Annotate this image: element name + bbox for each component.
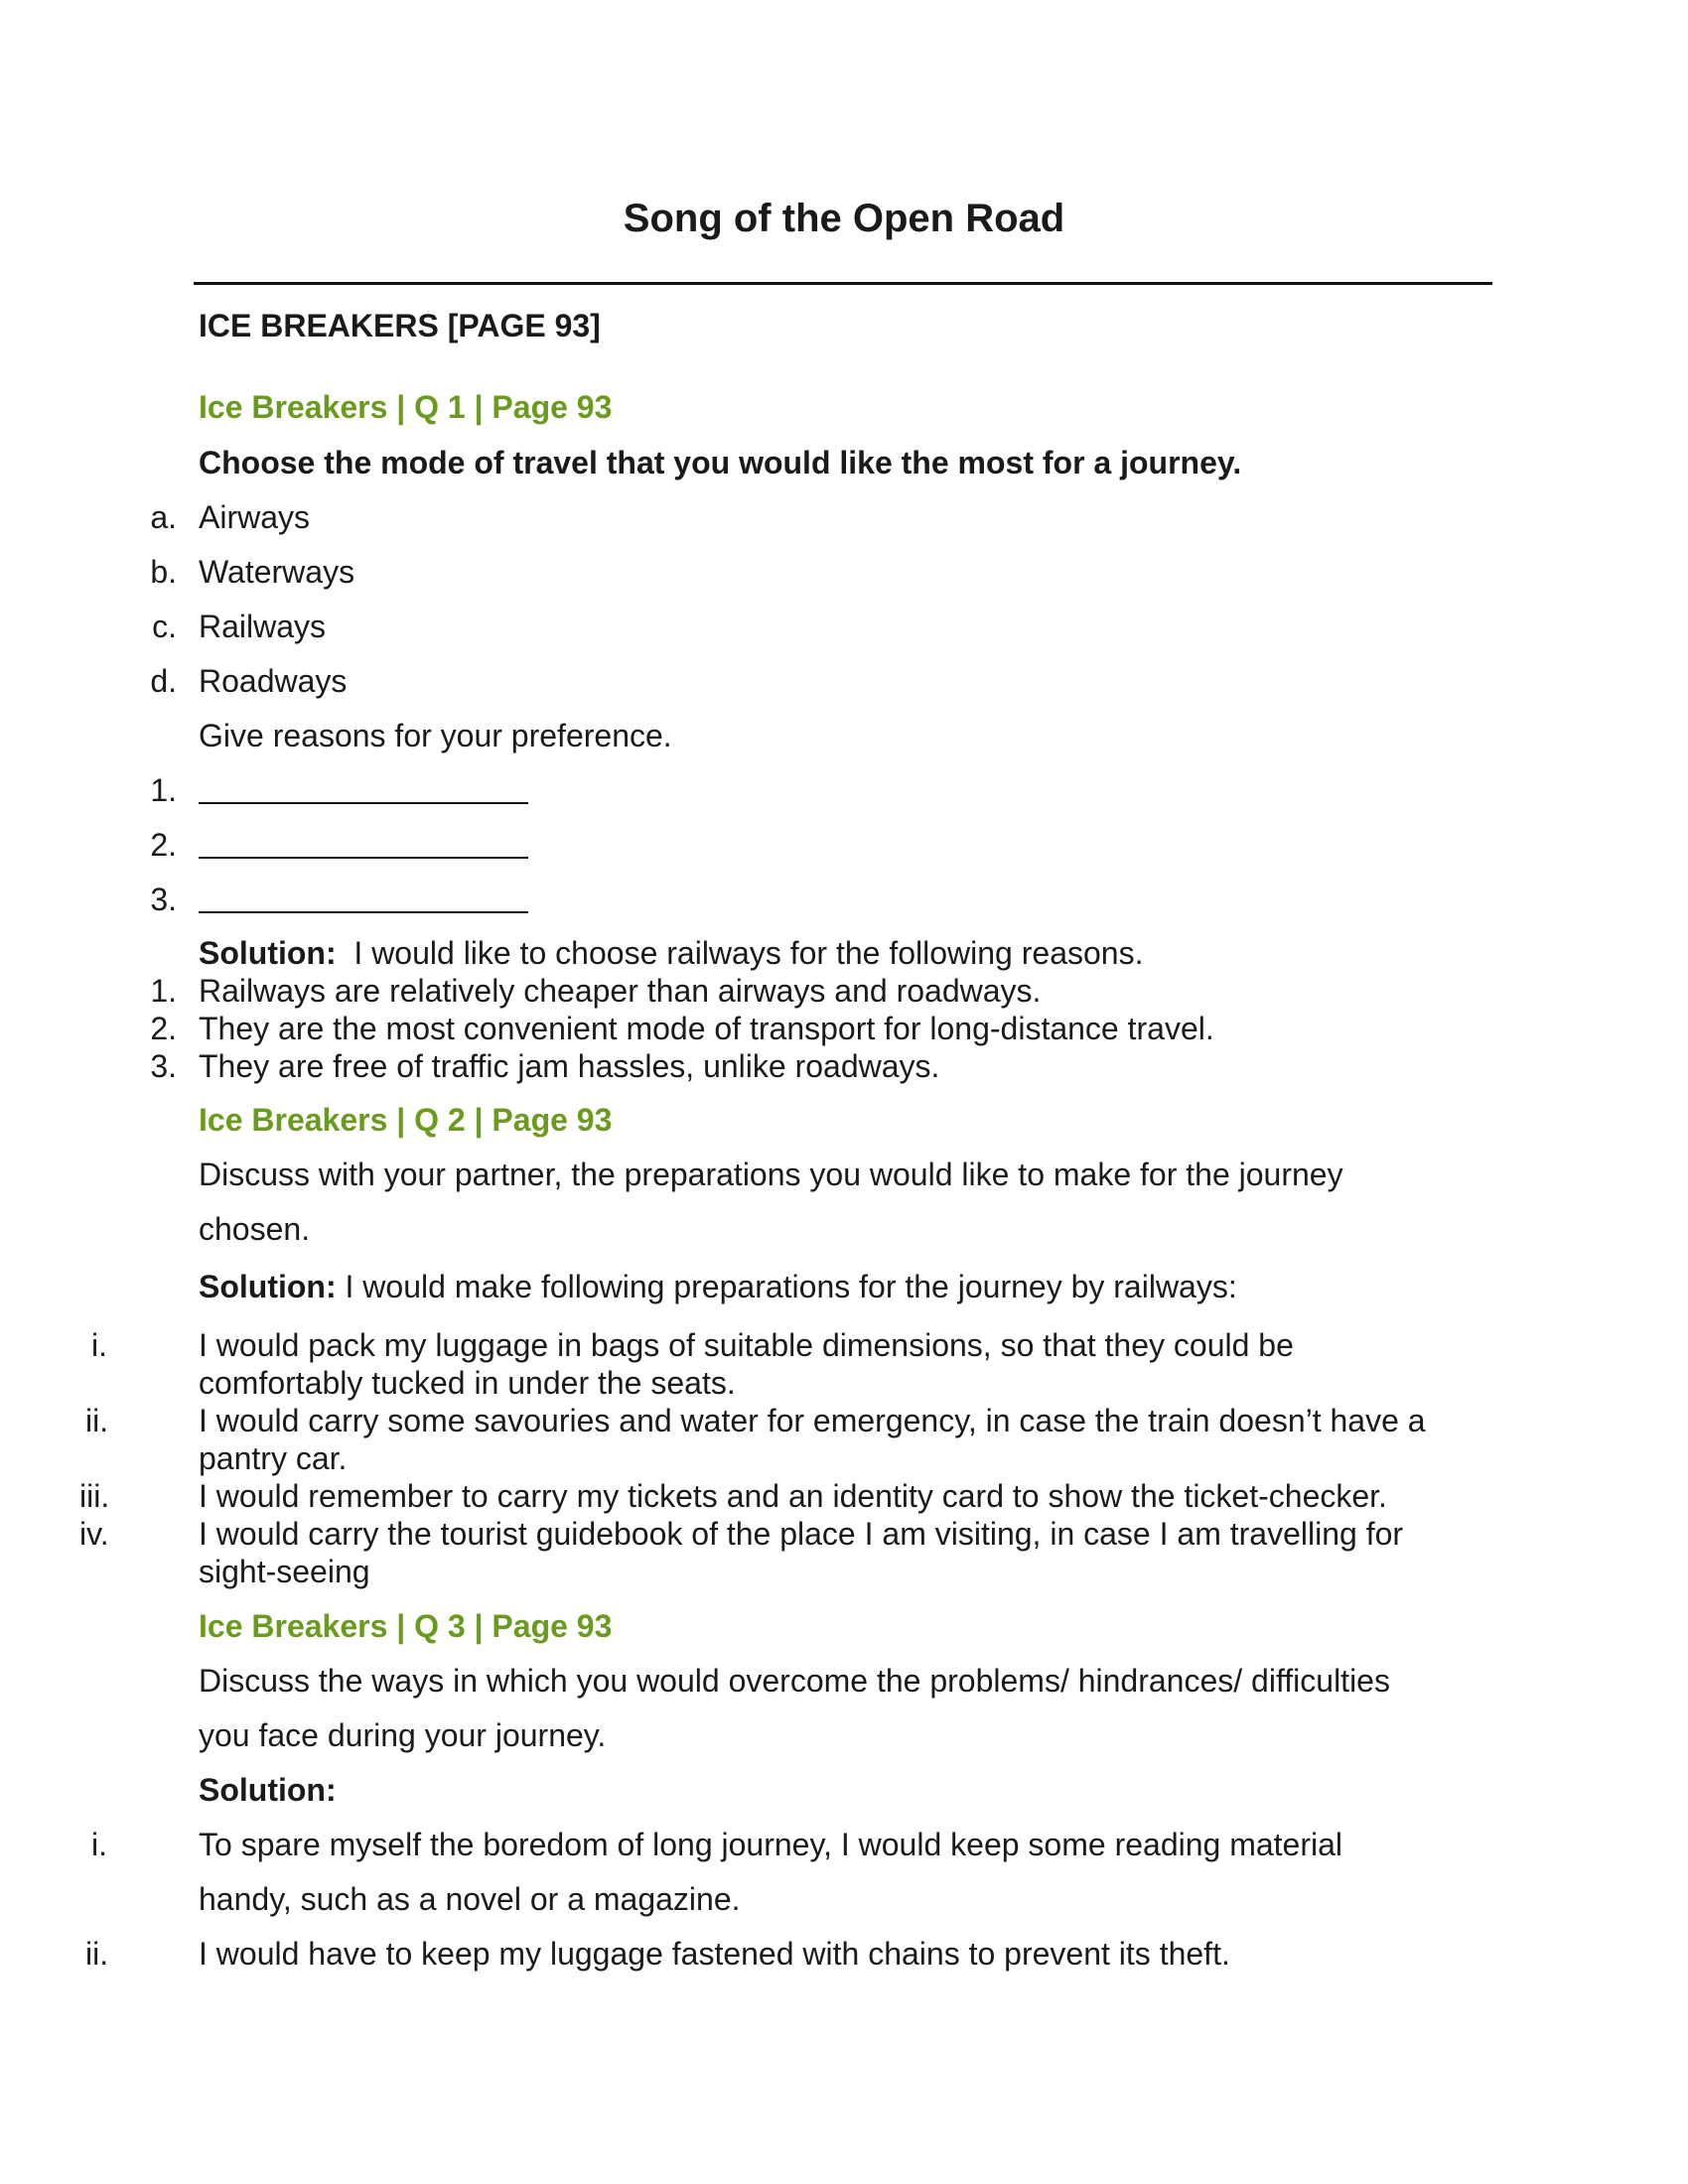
roman-marker: ii.: [85, 1936, 109, 1972]
blank-marker: 3.: [150, 882, 177, 917]
answer-blank: [199, 882, 528, 918]
q1-heading: Ice Breakers | Q 1 | Page 93: [199, 389, 613, 425]
prep-item-line: I would pack my luggage in bags of suitable dimensions, so that they could be: [199, 1327, 1294, 1363]
prep-item-line: I would carry the tourist guidebook of the place I am visiting, in case I am travelling for: [199, 1516, 1404, 1552]
q3-heading: Ice Breakers | Q 3 | Page 93: [199, 1608, 613, 1644]
prep-item-line: pantry car.: [199, 1440, 348, 1476]
option-roadways: Roadways: [199, 663, 348, 699]
page-title: Song of the Open Road: [623, 197, 1065, 240]
reason-item: They are free of traffic jam hassles, unlike roadways.: [199, 1048, 940, 1084]
solution-label: Solution:: [199, 1772, 337, 1808]
way-item-line: handy, such as a novel or a magazine.: [199, 1881, 741, 1917]
reason-item: They are the most convenient mode of transport for long-distance travel.: [199, 1011, 1214, 1046]
q2-question-line1: Discuss with your partner, the preparations you would like to make for the journey: [199, 1157, 1343, 1192]
solution-label: Solution:: [199, 1269, 337, 1304]
section-heading: ICE BREAKERS [PAGE 93]: [199, 308, 601, 343]
option-airways: Airways: [199, 499, 311, 535]
reason-marker: 1.: [150, 973, 177, 1009]
q2-solution: [199, 1269, 1237, 1305]
roman-marker: ii.: [85, 1403, 109, 1438]
answer-blank: [199, 827, 528, 864]
prep-item-line: sight-seeing: [199, 1554, 370, 1589]
roman-marker: i.: [91, 1827, 107, 1862]
prep-item-line: comfortably tucked in under the seats.: [199, 1365, 736, 1401]
q3-question-line2: you face during your journey.: [199, 1717, 607, 1753]
q1-solution: [199, 935, 1143, 972]
solution-label: Solution:: [199, 935, 337, 971]
reason-marker: 3.: [150, 1048, 177, 1084]
q3-question-line1: Discuss the ways in which you would overcome the problems/ hindrances/ difficulties: [199, 1663, 1390, 1699]
option-marker: b.: [150, 554, 177, 590]
reason-item: Railways are relatively cheaper than airways and roadways.: [199, 973, 1042, 1009]
solution-intro: I would like to choose railways for the following reasons.: [353, 935, 1144, 971]
q2-heading: Ice Breakers | Q 2 | Page 93: [199, 1102, 613, 1138]
solution-intro: I would make following preparations for the journey by railways:: [345, 1269, 1237, 1304]
option-railways: Railways: [199, 609, 327, 644]
roman-marker: i.: [91, 1327, 107, 1363]
reason-marker: 2.: [150, 1011, 177, 1046]
q2-question-line2: chosen.: [199, 1211, 311, 1247]
q1-prompt: Give reasons for your preference.: [199, 718, 672, 753]
prep-item-line: I would remember to carry my tickets and an identity card to show the ticket-checker.: [199, 1478, 1387, 1514]
blank-marker: 1.: [150, 772, 177, 808]
blank-marker: 2.: [150, 827, 177, 863]
option-marker: a.: [150, 499, 177, 535]
way-item-line: I would have to keep my luggage fastened with chains to prevent its theft.: [199, 1936, 1230, 1972]
answer-blank: [199, 772, 528, 809]
way-item-line: To spare myself the boredom of long journey, I would keep some reading material: [199, 1827, 1343, 1862]
q1-question: Choose the mode of travel that you would like the most for a journey.: [199, 445, 1242, 480]
roman-marker: iii.: [79, 1478, 110, 1514]
title-divider: [194, 282, 1492, 285]
option-marker: d.: [150, 663, 177, 699]
roman-marker: iv.: [79, 1516, 109, 1552]
prep-item-line: I would carry some savouries and water for emergency, in case the train doesn’t have a: [199, 1403, 1426, 1438]
option-marker: c.: [152, 609, 177, 644]
option-waterways: Waterways: [199, 554, 355, 590]
